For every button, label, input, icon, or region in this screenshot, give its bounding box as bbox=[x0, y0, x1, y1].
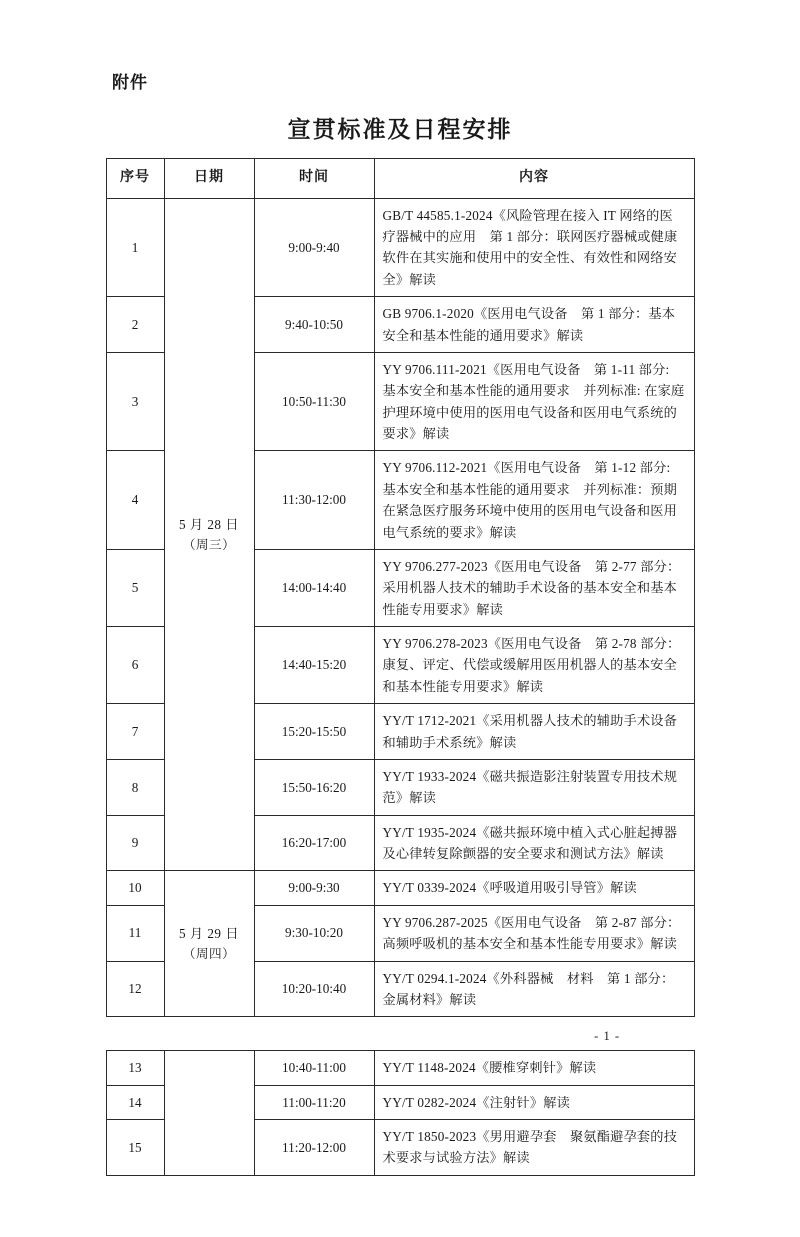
cell-time: 10:20-10:40 bbox=[254, 961, 374, 1017]
cell-date-group-1 bbox=[164, 198, 254, 871]
column-header-date: 日期 bbox=[164, 159, 254, 199]
cell-content: YY/T 1148-2024《腰椎穿刺针》解读 bbox=[374, 1051, 694, 1085]
column-header-content: 内容 bbox=[374, 159, 694, 199]
cell-content: YY 9706.287-2025《医用电气设备 第 2-87 部分：高频呼吸机的基本安全和基本性能专用要求》解读 bbox=[374, 905, 694, 961]
cell-content: YY/T 1935-2024《磁共振环境中植入式心脏起搏器及心律转复除颤器的安全要求和测试方法》解读 bbox=[374, 815, 694, 871]
cell-time: 16:20-17:00 bbox=[254, 815, 374, 871]
cell-no: 15 bbox=[106, 1120, 164, 1176]
cell-content: YY/T 0339-2024《呼吸道用吸引导管》解读 bbox=[374, 871, 694, 905]
schedule-table-continued bbox=[106, 1050, 695, 1176]
cell-no: 13 bbox=[106, 1051, 164, 1085]
table-row bbox=[106, 1051, 694, 1085]
table-row bbox=[106, 198, 694, 297]
cell-no: 8 bbox=[106, 759, 164, 815]
column-header-time: 时间 bbox=[254, 159, 374, 199]
cell-no: 1 bbox=[106, 198, 164, 297]
cell-no: 4 bbox=[106, 451, 164, 550]
cell-date-group-continued bbox=[164, 1051, 254, 1176]
cell-time: 14:40-15:20 bbox=[254, 627, 374, 704]
cell-time: 14:00-14:40 bbox=[254, 549, 374, 626]
cell-content: YY/T 0282-2024《注射针》解读 bbox=[374, 1085, 694, 1119]
date-main: 5 月 28 日 bbox=[178, 516, 240, 532]
cell-content: YY 9706.278-2023《医用电气设备 第 2-78 部分：康复、评定、代偿或缓解用医用机器人的基本安全和基本性能专用要求》解读 bbox=[374, 627, 694, 704]
cell-content: YY 9706.277-2023《医用电气设备 第 2-77 部分：采用机器人技术的辅助手术设备的基本安全和基本性能专用要求》解读 bbox=[374, 549, 694, 626]
cell-time: 15:50-16:20 bbox=[254, 759, 374, 815]
cell-time: 10:50-11:30 bbox=[254, 352, 374, 451]
cell-time: 11:20-12:00 bbox=[254, 1120, 374, 1176]
cell-no: 11 bbox=[106, 905, 164, 961]
cell-content: YY/T 1850-2023《男用避孕套 聚氨酯避孕套的技术要求与试验方法》解读 bbox=[374, 1120, 694, 1176]
cell-time: 15:20-15:50 bbox=[254, 704, 374, 760]
schedule-table bbox=[106, 158, 695, 1017]
cell-time: 9:30-10:20 bbox=[254, 905, 374, 961]
cell-time: 9:40-10:50 bbox=[254, 297, 374, 353]
date-main: 5 月 29 日 bbox=[178, 925, 240, 941]
page-title: 宣贯标准及日程安排 bbox=[287, 117, 513, 142]
cell-no: 5 bbox=[106, 549, 164, 626]
cell-content: GB/T 44585.1-2024《风险管理在接入 IT 网络的医疗器械中的应用 第 1 部分：联网医疗器械或健康软件在其实施和使用中的安全性、有效性和网络安全》解读 bbox=[374, 198, 694, 297]
cell-no: 7 bbox=[106, 704, 164, 760]
cell-no: 10 bbox=[106, 871, 164, 905]
schedule-continued-block bbox=[80, 1050, 720, 1176]
cell-content: YY/T 1712-2021《采用机器人技术的辅助手术设备和辅助手术系统》解读 bbox=[374, 704, 694, 760]
page-number: - 1 - bbox=[594, 1029, 620, 1044]
cell-time: 11:00-11:20 bbox=[254, 1085, 374, 1119]
cell-no: 2 bbox=[106, 297, 164, 353]
cell-content: GB 9706.1-2020《医用电气设备 第 1 部分：基本安全和基本性能的通用要求》解读 bbox=[374, 297, 694, 353]
attachment-label: 附件 bbox=[112, 73, 148, 92]
cell-date-group-2 bbox=[164, 871, 254, 1017]
cell-time: 9:00-9:30 bbox=[254, 871, 374, 905]
column-header-no: 序号 bbox=[106, 159, 164, 199]
cell-content: YY/T 1933-2024《磁共振造影注射装置专用技术规范》解读 bbox=[374, 759, 694, 815]
date-weekday: （周三） bbox=[182, 538, 236, 553]
table-row bbox=[106, 871, 694, 905]
cell-no: 14 bbox=[106, 1085, 164, 1119]
date-weekday: （周四） bbox=[182, 947, 236, 962]
cell-no: 12 bbox=[106, 961, 164, 1017]
cell-content: YY 9706.112-2021《医用电气设备 第 1-12 部分: 基本安全和基本性能的通用要求 并列标准：预期在紧急医疗服务环境中使用的医用电气设备和医用电气系统的要求》解读 bbox=[374, 451, 694, 550]
cell-time: 10:40-11:00 bbox=[254, 1051, 374, 1085]
cell-content: YY/T 0294.1-2024《外科器械 材料 第 1 部分：金属材料》解读 bbox=[374, 961, 694, 1017]
table-header-row bbox=[106, 159, 694, 199]
cell-no: 3 bbox=[106, 352, 164, 451]
cell-time: 11:30-12:00 bbox=[254, 451, 374, 550]
cell-time: 9:00-9:40 bbox=[254, 198, 374, 297]
cell-no: 9 bbox=[106, 815, 164, 871]
cell-no: 6 bbox=[106, 627, 164, 704]
cell-content: YY 9706.111-2021《医用电气设备 第 1-11 部分: 基本安全和基本性能的通用要求 并列标准: 在家庭护理环境中使用的医用电气设备和医用电气系统的要求》解读 bbox=[374, 352, 694, 451]
